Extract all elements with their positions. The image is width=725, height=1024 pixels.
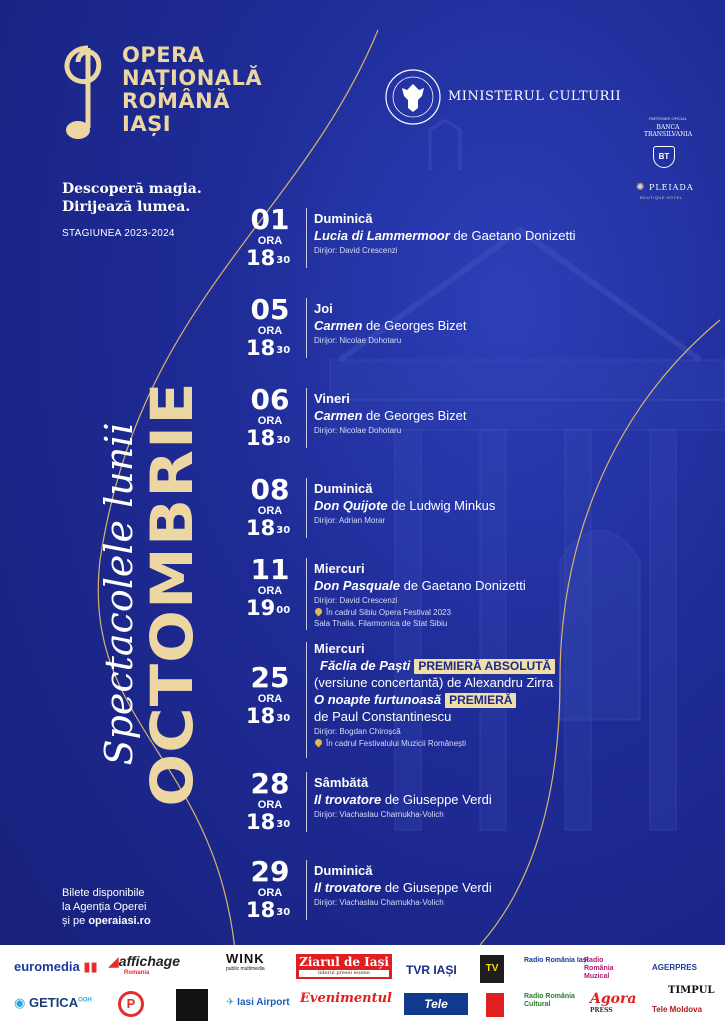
- event-ora-label: ORA: [257, 693, 283, 705]
- location-pin-icon: [314, 738, 324, 748]
- event-minutes: 00: [276, 605, 291, 616]
- event-author-2: de Paul Constantinescu: [314, 709, 452, 724]
- ticket-website-link[interactable]: operaiasi.ro: [88, 915, 151, 927]
- event-weekday: Duminică: [314, 863, 373, 878]
- event-ora-label: ORA: [257, 505, 283, 517]
- sponsor-ziarul-sub: liderul presei ieșene: [299, 970, 389, 977]
- event-work-2: O noapte furtunoasă: [314, 692, 442, 707]
- event-minutes: 30: [276, 435, 291, 446]
- event-author: de Giuseppe Verdi: [384, 792, 492, 807]
- sponsor-getica: [14, 995, 92, 1011]
- season-label: STAGIUNEA 2023-2024: [62, 228, 175, 239]
- event-minutes: 30: [276, 345, 291, 356]
- event-note-text: În cadrul Sibiu Opera Festival 2023: [326, 608, 451, 617]
- event-weekday: Miercuri: [314, 641, 365, 656]
- ticket-info: [62, 886, 151, 928]
- event-work: Carmen: [314, 318, 363, 333]
- opera-name-line: NAȚIONALĂ: [122, 66, 263, 90]
- event-conductor: Dirijor: Nicolae Dohotaru: [314, 336, 402, 345]
- event-minutes: 30: [276, 713, 291, 724]
- event-venue: Sala Thalia, Filarmonica de Stat Sibiu: [314, 619, 448, 628]
- event-time: [246, 810, 290, 834]
- sponsor-agora-text: Agora: [590, 991, 637, 1007]
- event-time: [246, 516, 290, 540]
- event-hour: 19: [246, 596, 276, 620]
- hotel-name-text: PLEIADA: [648, 183, 694, 192]
- location-pin-icon: [314, 607, 324, 617]
- event-minutes: 30: [276, 255, 291, 266]
- star-icon: ✺: [636, 182, 646, 193]
- event-day: 11: [250, 553, 290, 586]
- ticket-line: și pe: [62, 915, 86, 927]
- event-ora-label: ORA: [257, 415, 283, 427]
- event-note-text: În cadrul Festivalului Muzicii Românești: [326, 739, 467, 748]
- sponsor-tvr: TVR IAȘI: [406, 963, 457, 977]
- event-work: Lucia di Lammermoor: [314, 228, 450, 243]
- sponsor-wink: [226, 951, 265, 972]
- event-divider: [306, 388, 307, 448]
- sponsor-radio-cultural: Radio România Cultural: [524, 993, 575, 1008]
- event-note: [314, 607, 704, 618]
- event-divider: [306, 208, 307, 268]
- event-conductor: Dirijor: Viachaslau Charnukha-Volich: [314, 810, 444, 819]
- sponsor-getica-sub: OOH: [78, 997, 92, 1004]
- event-item: [238, 553, 698, 632]
- event-time: [246, 898, 290, 922]
- event-work: Făclia de Paști: [320, 658, 411, 673]
- event-conductor: Dirijor: Adrian Morar: [314, 516, 386, 525]
- sponsor-affichage-text: affichage: [118, 953, 180, 969]
- event-hour: 18: [246, 704, 276, 728]
- event-time: [246, 336, 290, 360]
- premiere-badge: PREMIERĂ ABSOLUTĂ: [414, 659, 555, 674]
- hotel-name: [636, 182, 706, 193]
- bank-logo-icon: BT: [653, 146, 675, 168]
- event-divider: [306, 478, 307, 538]
- event-item: [238, 473, 698, 546]
- event-item: [238, 383, 698, 456]
- tagline: [62, 180, 202, 216]
- event-author: de Gaetano Donizetti: [453, 228, 576, 243]
- event-ora-label: ORA: [257, 585, 283, 597]
- event-day: 28: [250, 767, 290, 800]
- event-hour: 18: [246, 426, 276, 450]
- event-weekday: Joi: [314, 301, 333, 316]
- event-note: [314, 738, 704, 749]
- bank-name-line: TRANSILVANIA: [643, 131, 693, 138]
- event-divider: [306, 642, 307, 758]
- event-author: (versiune concertantă) de Alexandru Zirra: [314, 675, 554, 690]
- opera-name-line: IAȘI: [122, 112, 172, 136]
- event-work: Carmen: [314, 408, 363, 423]
- event-day: 05: [250, 293, 290, 326]
- event-item: [238, 203, 698, 276]
- opera-name: [122, 44, 322, 136]
- event-hour: 18: [246, 246, 276, 270]
- title-month: OCTOMBRIE: [138, 381, 206, 807]
- event-minutes: 30: [276, 819, 291, 830]
- sponsor-circle-logo-icon: P: [118, 991, 144, 1017]
- sponsor-affichage: [108, 953, 180, 976]
- bank-name: [633, 124, 703, 138]
- sponsor-affichage-sub: Romania: [124, 970, 150, 976]
- opera-clef-logo-icon: [52, 42, 118, 148]
- event-weekday: Sâmbătă: [314, 775, 369, 790]
- event-item: [238, 640, 698, 760]
- event-item: [238, 293, 698, 366]
- event-work: Il trovatore: [314, 880, 382, 895]
- sponsor-timpul: TIMPUL: [668, 985, 715, 996]
- sponsor-wink-text: WINK: [226, 951, 265, 966]
- event-author: de Ludwig Minkus: [391, 498, 496, 513]
- sponsor-tele: Tele: [404, 993, 468, 1015]
- bank-name-line: BANCA: [656, 124, 680, 131]
- flag-icon: ▮▮: [79, 959, 98, 974]
- event-conductor: Dirijor: David Crescenzi: [314, 246, 398, 255]
- globe-icon: ◉: [14, 995, 26, 1010]
- event-author: de Giuseppe Verdi: [384, 880, 492, 895]
- sponsor-ziarul-text: Ziarul de Iași: [299, 955, 389, 969]
- event-hour: 18: [246, 898, 276, 922]
- event-weekday: Miercuri: [314, 561, 365, 576]
- event-minutes: 30: [276, 525, 291, 536]
- event-ora-label: ORA: [257, 799, 283, 811]
- event-hour: 18: [246, 810, 276, 834]
- event-weekday: Duminică: [314, 211, 373, 226]
- sponsor-agerpres: AGERPRES: [652, 963, 697, 972]
- sponsor-red-logo-icon: [486, 993, 504, 1017]
- sponsor-euromedia-text: euromedia: [14, 959, 80, 974]
- sponsor-airport-text: Iasi Airport: [237, 997, 290, 1008]
- partner-label: PARTENER OFICIAL: [648, 116, 688, 121]
- event-weekday: Duminică: [314, 481, 373, 496]
- event-divider: [306, 860, 307, 920]
- event-divider: [306, 558, 307, 630]
- premiere-badge: PREMIERĂ: [445, 693, 516, 708]
- event-day: 08: [250, 473, 290, 506]
- plane-icon: ✈: [226, 997, 235, 1008]
- event-hour: 18: [246, 336, 276, 360]
- event-ora-label: ORA: [257, 325, 283, 337]
- sponsor-tele-moldova: Tele Moldova: [652, 1005, 703, 1014]
- sponsor-radio-muzical: Radio România Muzical: [584, 957, 614, 980]
- event-work: Don Pasquale: [314, 578, 400, 593]
- event-day: 06: [250, 383, 290, 416]
- opera-name-line: OPERA: [122, 43, 205, 67]
- event-minutes: 30: [276, 907, 291, 918]
- sponsor-agora: [590, 991, 636, 1014]
- event-conductor: Dirijor: Bogdan Chiroșcă: [314, 727, 401, 736]
- sponsor-euromedia: [14, 959, 98, 975]
- sponsor-wink-sub: public multimedia: [226, 966, 265, 972]
- event-time: [246, 704, 290, 728]
- government-emblem-icon: [384, 68, 442, 126]
- event-weekday: Vineri: [314, 391, 350, 406]
- event-conductor: Dirijor: Viachaslau Charnukha-Volich: [314, 898, 444, 907]
- event-ora-label: ORA: [257, 235, 283, 247]
- event-item: [238, 855, 698, 924]
- event-author: de Georges Bizet: [366, 408, 467, 423]
- event-conductor: Dirijor: Nicolae Dohotaru: [314, 426, 402, 435]
- ticket-line: la Agenția Operei: [62, 901, 147, 913]
- sponsor-dark-logo-icon: [176, 989, 208, 1021]
- event-work: Don Quijote: [314, 498, 388, 513]
- triangle-icon: ◢: [108, 953, 119, 969]
- sponsor-music-tv-icon: TV: [480, 955, 504, 983]
- hotel-subtitle: BOUTIQUE HOTEL: [640, 195, 683, 200]
- event-day: 25: [250, 661, 290, 694]
- event-hour: 18: [246, 516, 276, 540]
- sponsor-iasi-airport: [226, 997, 290, 1008]
- event-author: de Gaetano Donizetti: [403, 578, 526, 593]
- sponsor-radio-iasi: Radio România Iași: [524, 957, 589, 964]
- sponsor-evenimentul: Evenimentul: [300, 991, 392, 1006]
- event-divider: [306, 298, 307, 358]
- opera-name-line: ROMÂNĂ: [122, 89, 230, 113]
- sponsor-getica-text: GETICA: [28, 995, 79, 1010]
- event-item: [238, 767, 698, 836]
- event-author: de Georges Bizet: [366, 318, 467, 333]
- event-day: 29: [250, 855, 290, 888]
- event-time: [246, 596, 290, 620]
- tagline-line: Descoperă magia.: [62, 181, 202, 197]
- event-ora-label: ORA: [257, 887, 283, 899]
- event-work: Il trovatore: [314, 792, 382, 807]
- month-title: [80, 354, 220, 834]
- title-script: Spectacolele lunii: [97, 422, 141, 766]
- event-day: 01: [250, 203, 290, 236]
- ticket-line: Bilete disponibile: [62, 887, 145, 899]
- event-time: [246, 426, 290, 450]
- event-divider: [306, 772, 307, 832]
- event-time: [246, 246, 290, 270]
- sponsor-agora-sub: PRESS: [590, 1007, 613, 1014]
- sponsor-bar: [0, 945, 725, 1024]
- ministry-name: MINISTERUL CULTURII: [448, 89, 622, 104]
- sponsor-ziarul: [296, 954, 392, 979]
- tagline-line: Dirijează lumea.: [62, 199, 191, 215]
- event-conductor: Dirijor: David Crescenzi: [314, 596, 398, 605]
